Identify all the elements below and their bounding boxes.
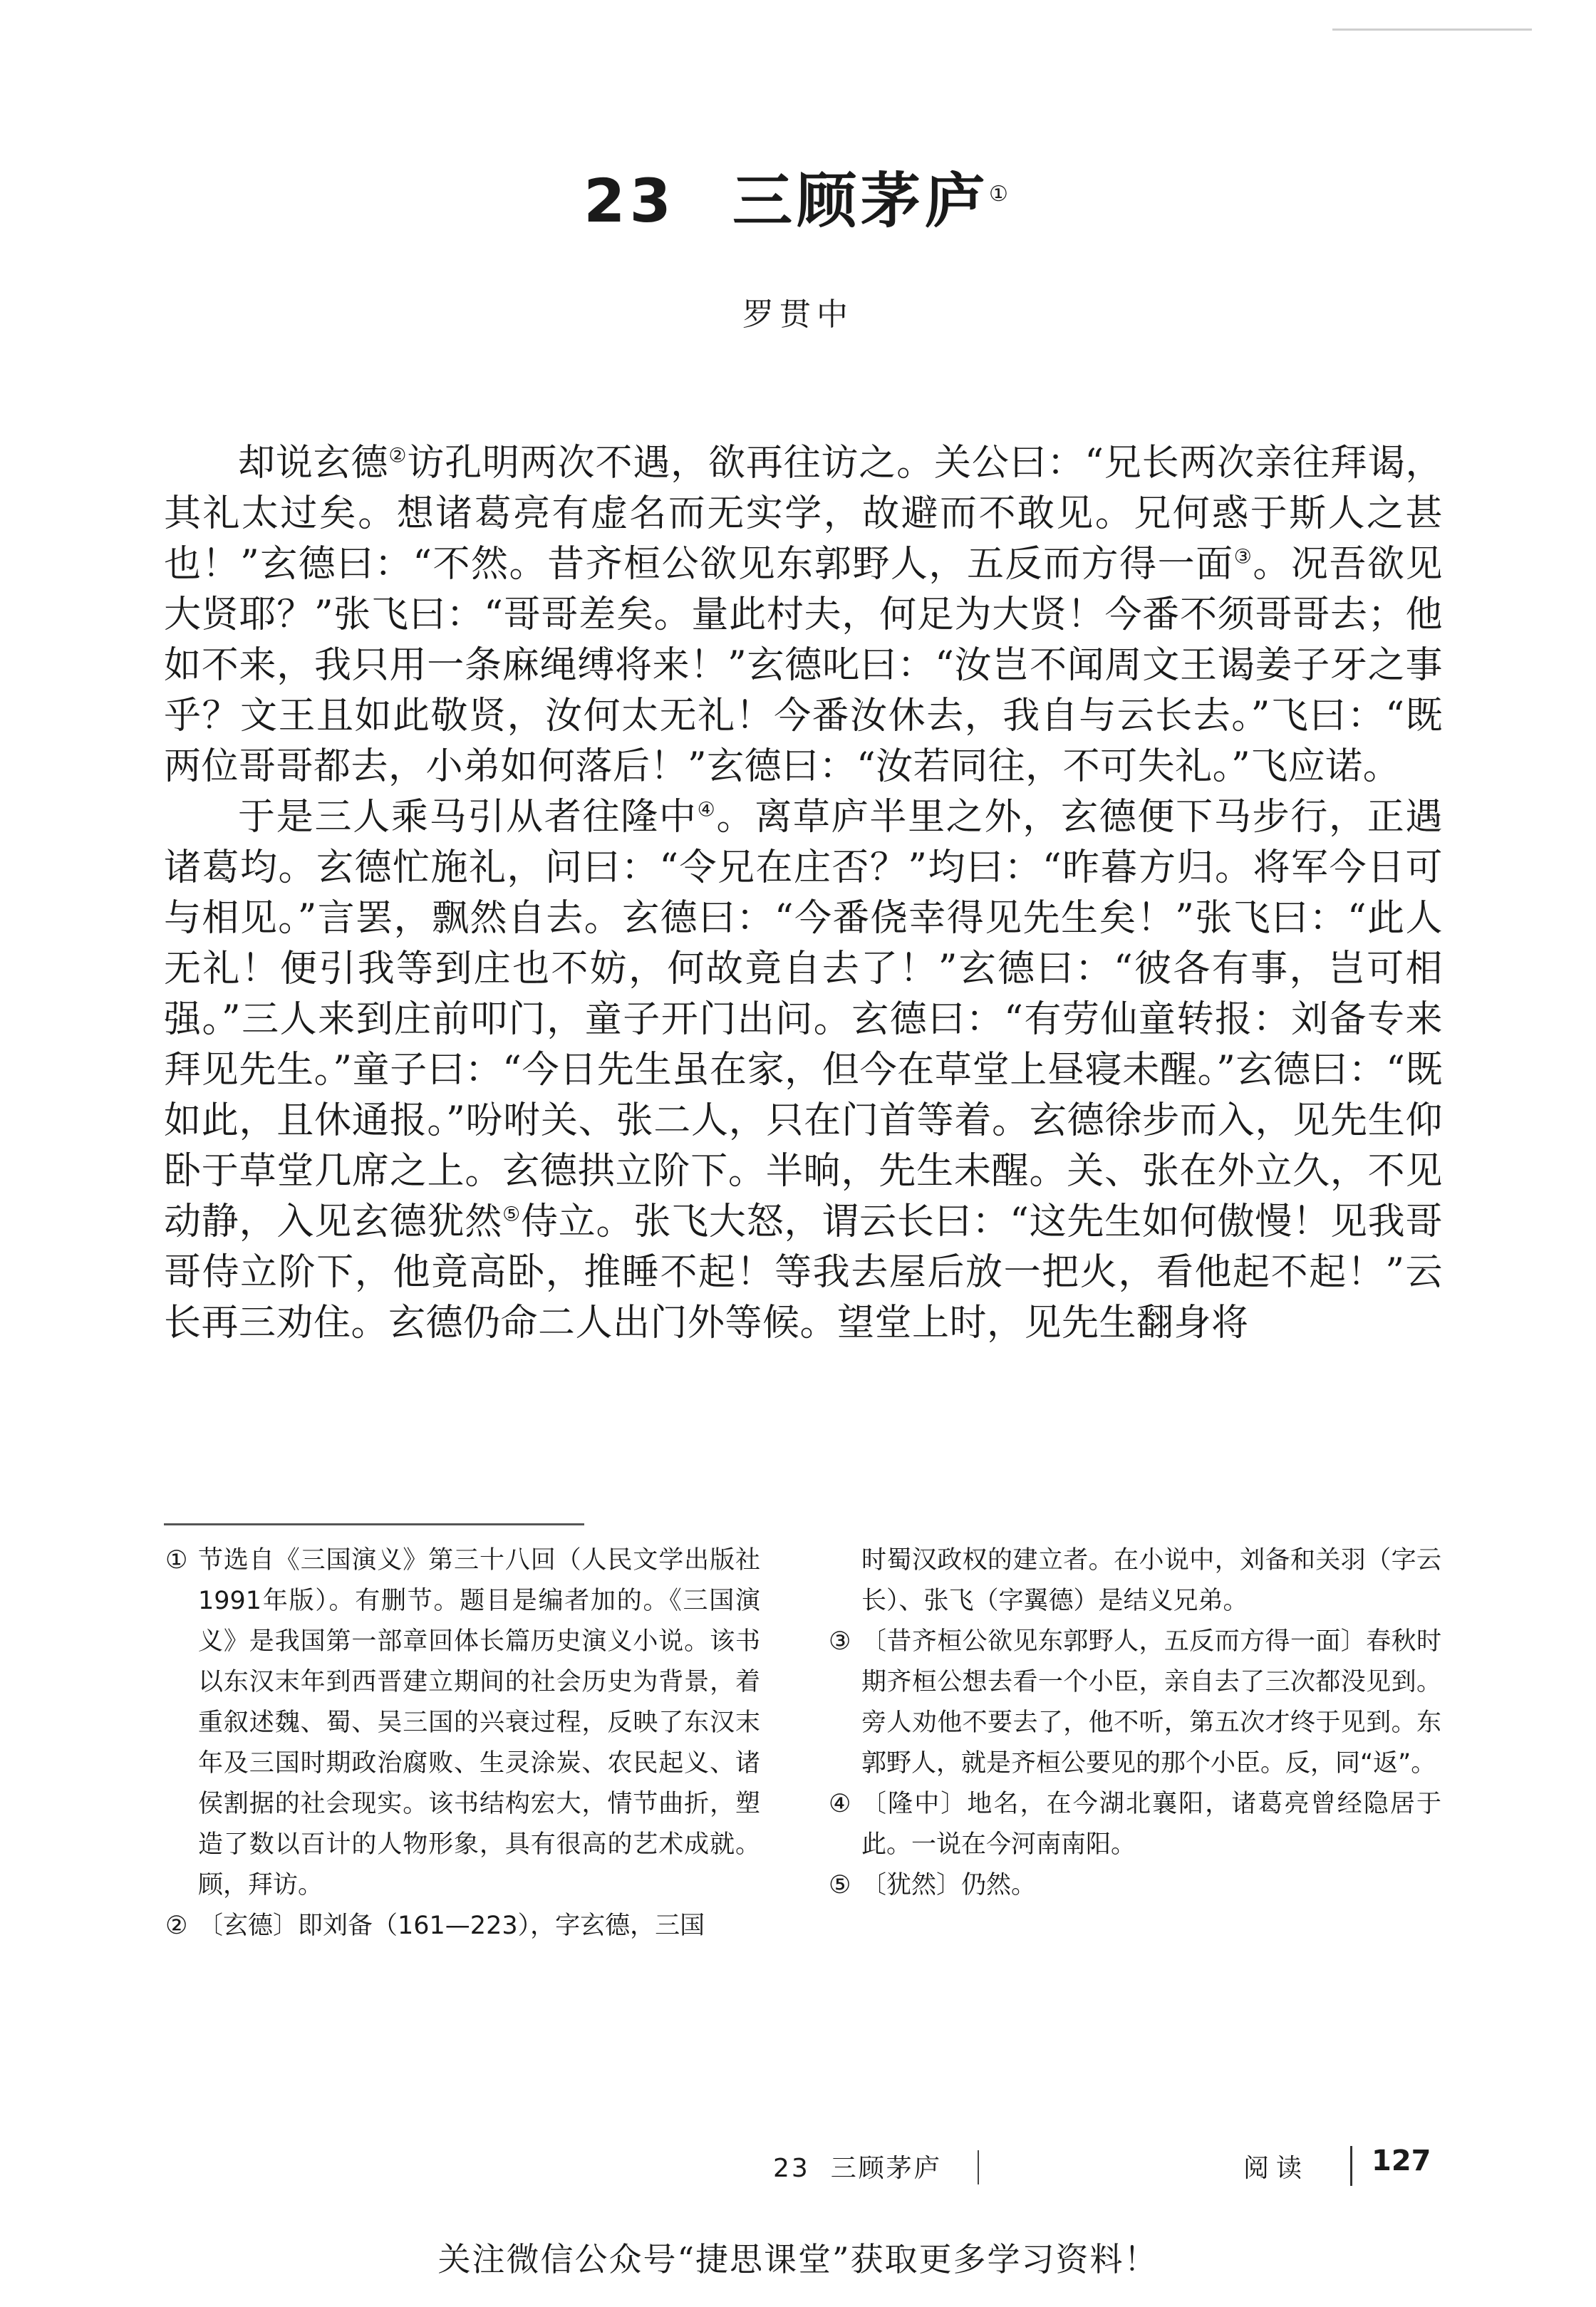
text-run: 却说玄德 xyxy=(238,442,389,484)
footnote-ref: ② xyxy=(388,443,408,467)
page-number: 127 xyxy=(1372,2145,1431,2177)
text-run: 侍立。张飞大怒，谓云长曰：“这先生如何傲慢！见我哥哥侍立阶下，他竟高卧，推睡不起！等我去屋后放一把火，看他起不起！”云长再三劝住。玄德仍命二人出门外等候。望堂上时，见先生翻身将 xyxy=(164,1201,1443,1344)
footnote-text: 〔隆中〕地名，在今湖北襄阳，诸葛亮曾经隐居于此。一说在今河南南阳。 xyxy=(861,1790,1441,1859)
section-label: 阅读 xyxy=(1243,2154,1310,2183)
text-run: 于是三人乘马引从者往隆中 xyxy=(238,796,698,839)
footnote-mark: ④ xyxy=(829,1790,851,1818)
footnote-mark: ③ xyxy=(829,1627,851,1656)
top-edge-rule xyxy=(1332,28,1532,31)
footnote-4 xyxy=(829,1784,1441,1865)
text-run: 。离草庐半里之外，玄德便下马步行，正遇诸葛均。玄德忙施礼，问曰：“令兄在庄否？”均曰：“昨暮方归。将军今日可与相见。”言罢，飘然自去。玄德曰：“今番侥幸得见先生矣！”张飞曰：“此人无礼！便引我等到庄也不妨，何故竟自去了！”玄德曰：“彼各有事，岂可相强。”三人来到庄前叩门，童子开门出问。玄德曰：“有劳仙童转报：刘备专来拜见先生。”童子曰：“今日先生虽在家，但今在草堂上昼寝未醒。”玄德曰：“既如此，且休通报。”吩咐关、张二人，只在门首等着。玄德徐步而入，见先生仰卧于草堂几席之上。玄德拱立阶下。半晌，先生未醒。关、张在外立久，不见动静，入见玄德犹然 xyxy=(164,796,1443,1243)
footnote-3 xyxy=(829,1622,1441,1784)
text-run: 访孔明两次不遇，欲再往访之。关公曰：“兄长两次亲往拜谒，其礼太过矣。想诸葛亮有虚名而无实学，故避而不敢见。兄何惑于斯人之甚也！”玄德曰：“不然。昔齐桓公欲见东郭野人，五反而方得一面 xyxy=(164,442,1443,586)
footnote-5 xyxy=(829,1865,1441,1906)
paragraph-2 xyxy=(164,792,1443,1349)
footnotes-left-column xyxy=(165,1540,760,1946)
footnote-ref: ③ xyxy=(1233,544,1253,569)
footnote-divider xyxy=(164,1523,584,1525)
footnote-ref: ⑤ xyxy=(502,1202,521,1226)
footnote-text: 〔玄德〕即刘备（161—223），字玄德，三国 xyxy=(198,1912,705,1940)
watermark-text: 关注微信公众号“捷思课堂”获取更多学习资料！ xyxy=(437,2240,1159,2279)
footnote-text: 〔昔齐桓公欲见东郭野人，五反而方得一面〕春秋时期齐桓公想去看一个小臣，亲自去了三次都没见到。旁人劝他不要去了，他不听，第五次才终于见到。东郭野人，就是齐桓公要见的那个小臣。反，同“返”。 xyxy=(861,1627,1441,1778)
title-footnote-mark: ① xyxy=(989,182,1012,207)
main-text xyxy=(164,438,1443,1349)
footnote-text: 节选自《三国演义》第三十八回（人民文学出版社1991年版）。有删节。题目是编者加的。《三国演义》是我国第一部章回体长篇历史演义小说。该书以东汉末年到西晋建立期间的社会历史为背景，着重叙述魏、蜀、吴三国的兴衰过程，反映了东汉末年及三国时期政治腐败、生灵涂炭、农民起义、诸侯割据的社会现实。该书结构宏大，情节曲折，塑造了数以百计的人物形象，具有很高的艺术成就。顾，拜访。 xyxy=(198,1546,760,1899)
footnote-ref: ④ xyxy=(697,797,717,821)
footnote-mark: ① xyxy=(165,1546,188,1575)
footnote-text: 〔犹然〕仍然。 xyxy=(861,1871,1037,1899)
footnote-mark: ② xyxy=(165,1912,188,1940)
footnote-1 xyxy=(165,1540,760,1906)
text-run: 。况吾欲见大贤耶？”张飞曰：“哥哥差矣。量此村夫，何足为大贤！今番不须哥哥去；他如不来，我只用一条麻绳缚将来！”玄德叱曰：“汝岂不闻周文王谒姜子牙之事乎？文王且如此敬贤，汝何太无礼！今番汝休去，我自与云长去。”飞曰：“既两位哥哥都去，小弟如何落后！”玄德曰：“汝若同往，不可失礼。”飞应诺。 xyxy=(164,543,1443,788)
lesson-number: 23 xyxy=(584,166,675,236)
footnote-2-continued: 时蜀汉政权的建立者。在小说中，刘备和关羽（字云长）、张飞（字翼德）是结义兄弟。 xyxy=(861,1546,1441,1615)
lesson-title xyxy=(0,153,1596,239)
author-name: 罗贯中 xyxy=(742,296,854,333)
footnotes-right-column xyxy=(829,1540,1441,1906)
footer-divider xyxy=(978,2150,979,2184)
running-title: 23 三顾茅庐 xyxy=(773,2154,942,2183)
paragraph-1 xyxy=(164,438,1443,792)
footnote-2 xyxy=(165,1906,760,1946)
lesson-title-text: 三顾茅庐 xyxy=(732,166,989,236)
footnote-mark: ⑤ xyxy=(829,1871,851,1899)
footer-divider xyxy=(1350,2146,1352,2186)
